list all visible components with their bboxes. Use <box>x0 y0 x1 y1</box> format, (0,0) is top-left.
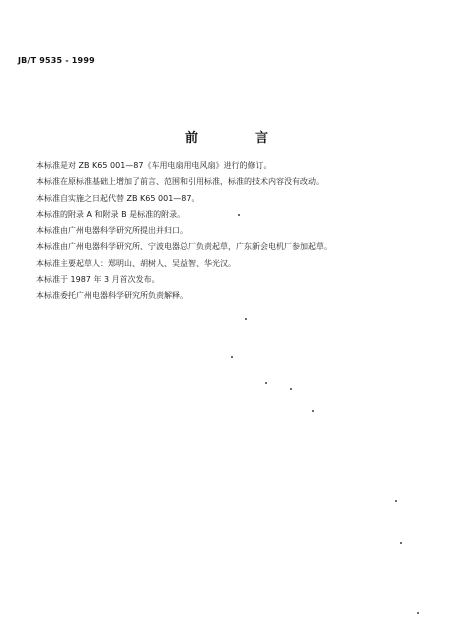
foreword-paragraph: 本标准的附录 A 和附录 B 是标准的附录。 <box>36 209 186 219</box>
scan-speck <box>231 356 233 358</box>
foreword-paragraph: 本标准是对 ZB K65 001—87《车用电扇用电风扇》进行的修订。 <box>36 161 272 170</box>
foreword-paragraph: 本标准由广州电器科学研究所提出并归口。 <box>36 226 188 236</box>
scan-speck <box>312 410 314 412</box>
standard-code: JB/T 9535 - 1999 <box>18 56 95 65</box>
scan-speck <box>290 388 292 390</box>
foreword-paragraph: 本标准于 1987 年 3 月首次发布。 <box>36 275 160 285</box>
scan-speck <box>395 500 397 502</box>
foreword-paragraph: 本标准由广州电器科学研究所、宁波电器总厂负责起草，广东新会电机厂参加起草。 <box>36 242 332 252</box>
scan-speck <box>265 382 267 384</box>
scan-speck <box>238 214 240 216</box>
scan-speck <box>400 542 402 544</box>
foreword-paragraphs <box>36 158 436 305</box>
foreword-paragraph: 本标准在原标准基础上增加了前言、范围和引用标准，标准的技术内容没有改动。 <box>36 177 324 187</box>
scan-speck <box>417 612 419 614</box>
scan-speck <box>245 318 247 320</box>
page-title: 前 言 <box>184 131 290 146</box>
foreword-paragraph: 本标准自实施之日起代替 ZB K65 001—87。 <box>36 193 200 203</box>
foreword-paragraph: 本标准主要起草人：郑明山、胡树人、吴益智、华光汉。 <box>36 258 236 268</box>
foreword-paragraph: 本标准委托广州电器科学研究所负责解释。 <box>36 291 188 301</box>
